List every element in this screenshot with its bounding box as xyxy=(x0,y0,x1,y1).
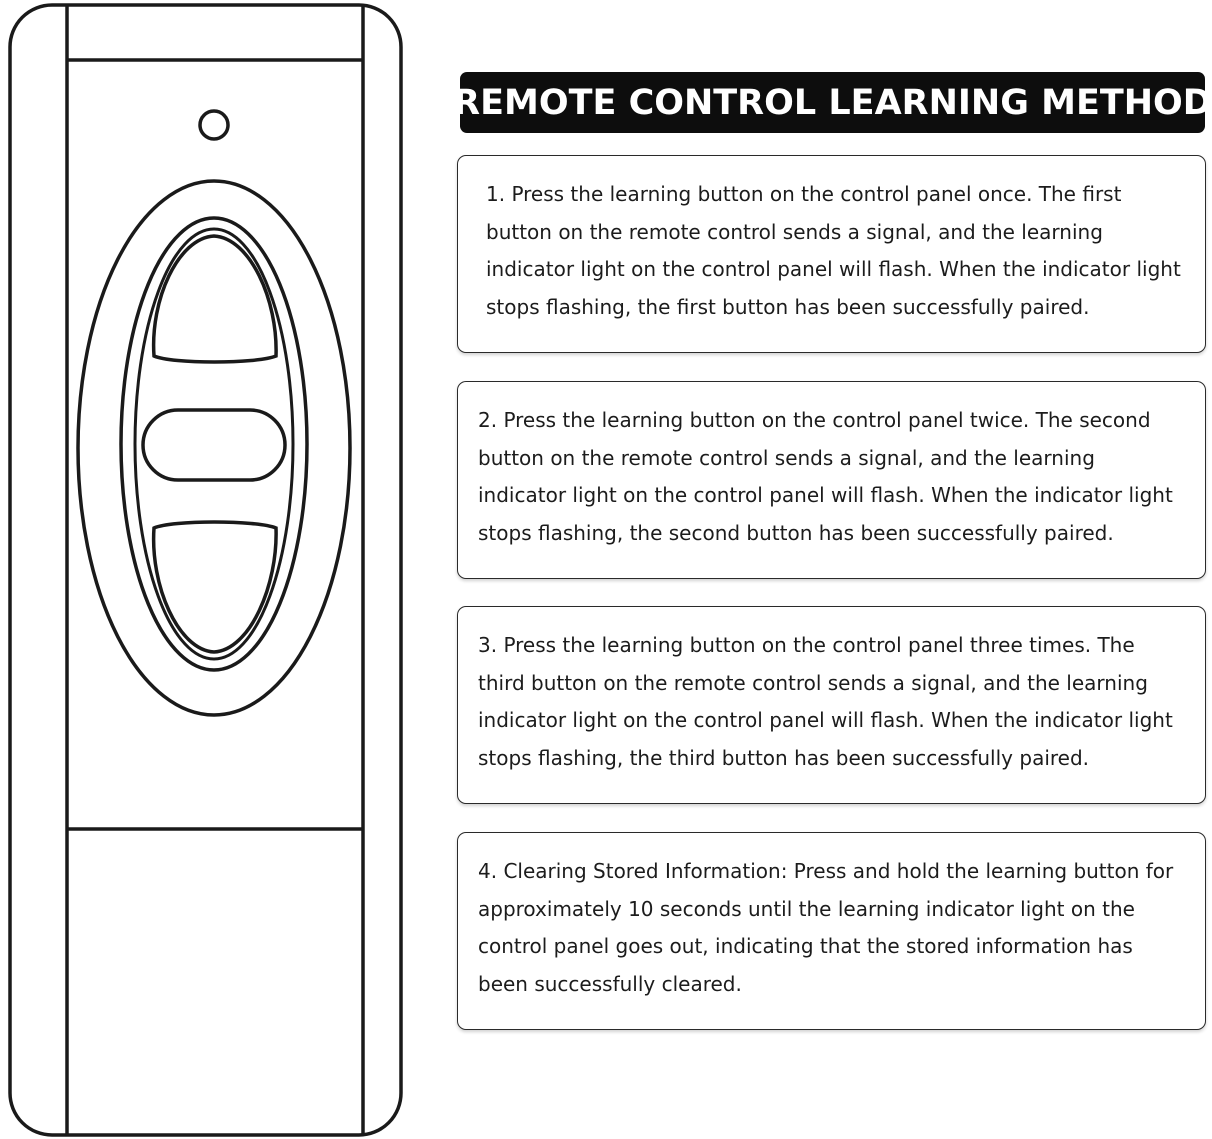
step-box-4 xyxy=(457,832,1206,1030)
step-box-2 xyxy=(457,381,1206,579)
step-text-3: 3. Press the learning button on the control panel three times. The third button on the remote control sends a signal, and the learning indicator light on the control panel will flash. When the indicator light stops flashing, the third button has been successfully paired. xyxy=(478,633,1173,770)
page-title: REMOTE CONTROL LEARNING METHOD xyxy=(453,82,1212,123)
step-text-4: 4. Clearing Stored Information: Press and hold the learning button for approximately 10 seconds until the learning indicator light on the control panel goes out, indicating that the stored information has been successfully cleared. xyxy=(478,859,1174,996)
step-text-2: 2. Press the learning button on the control panel twice. The second button on the remote control sends a signal, and the learning indicator light on the control panel will flash. When the indicator light stops flashing, the second button has been successfully paired. xyxy=(478,408,1173,545)
stop-button-icon xyxy=(143,410,285,480)
indicator-light-icon xyxy=(200,111,228,139)
remote-control-drawing xyxy=(0,0,420,1139)
step-text-1: 1. Press the learning button on the control panel once. The first button on the remote control sends a signal, and the learning indicator light on the control panel will flash. When the indicator light stops flashing, the first button has been successfully paired. xyxy=(486,182,1181,319)
title-banner xyxy=(453,72,1212,133)
step-box-3 xyxy=(457,606,1206,804)
step-box-1 xyxy=(457,155,1206,353)
remote-control-illustration xyxy=(0,0,420,1139)
